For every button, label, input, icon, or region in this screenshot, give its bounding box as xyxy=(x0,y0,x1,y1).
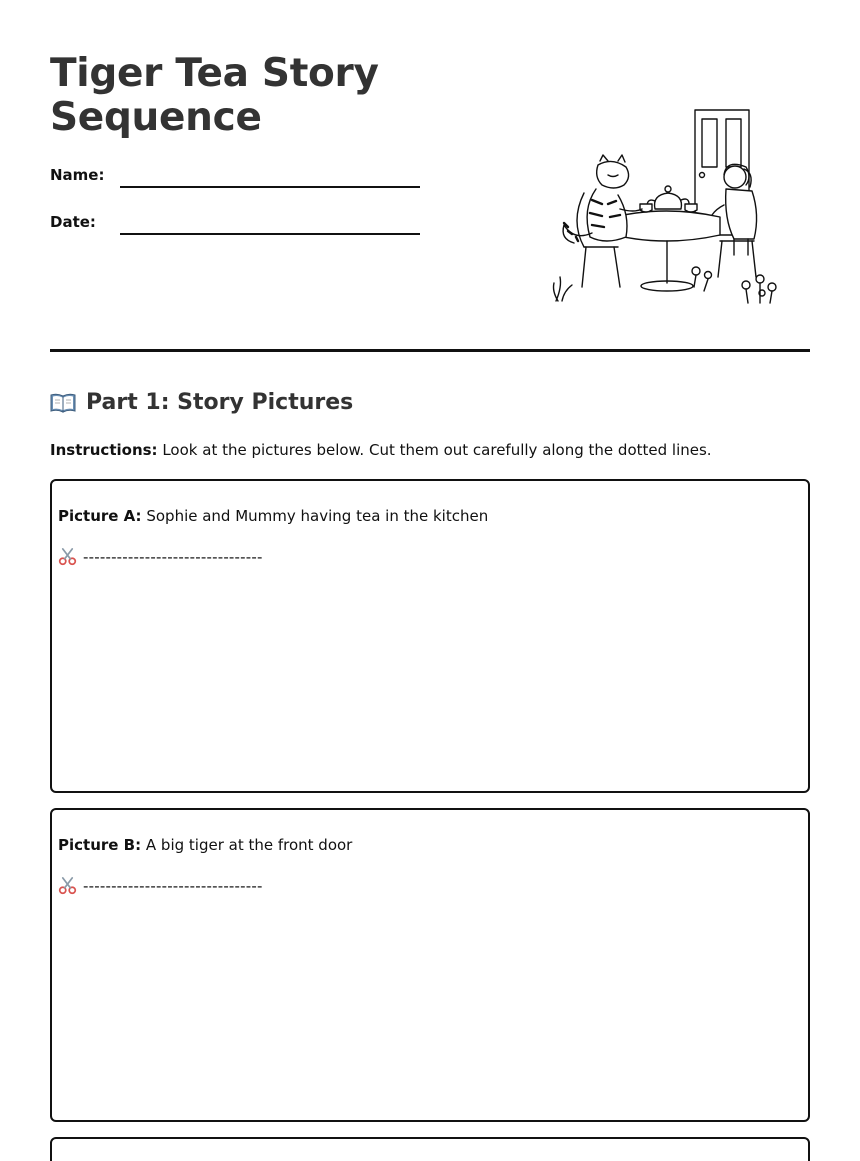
scissors-icon xyxy=(58,547,77,566)
date-field[interactable] xyxy=(50,213,420,243)
table-drawing xyxy=(614,211,720,291)
picture-description: Sophie and Mummy having tea in the kitchen xyxy=(146,507,489,525)
instructions-label: Instructions: xyxy=(50,441,158,459)
picture-caption xyxy=(58,507,488,525)
part1-heading xyxy=(50,390,353,415)
cut-line xyxy=(58,876,263,895)
picture-label: Picture B: xyxy=(58,836,142,854)
teapot-drawing xyxy=(647,186,689,209)
instructions-text: Look at the pictures below. Cut them out carefully along the dotted lines. xyxy=(162,441,712,459)
flowers-drawing xyxy=(554,267,777,303)
scissors-icon xyxy=(58,876,77,895)
stool-right-drawing xyxy=(718,241,756,277)
picture-description: A big tiger at the front door xyxy=(145,836,353,854)
header-divider xyxy=(50,349,810,352)
tea-party-illustration xyxy=(548,105,788,310)
picture-card xyxy=(50,1137,810,1161)
name-field[interactable] xyxy=(50,166,420,196)
picture-card xyxy=(50,808,810,1122)
picture-label: Picture A: xyxy=(58,507,142,525)
part1-heading-text: Part 1: Story Pictures xyxy=(86,390,354,415)
cup-left-drawing xyxy=(640,204,652,212)
worksheet-title: Tiger Tea Story Sequence xyxy=(50,51,379,140)
cup-right-drawing xyxy=(685,204,697,212)
open-book-icon xyxy=(50,392,76,414)
cut-line xyxy=(58,547,263,566)
date-write-line[interactable] xyxy=(120,233,420,235)
name-write-line[interactable] xyxy=(120,186,420,188)
name-label: Name: xyxy=(50,166,105,184)
date-label: Date: xyxy=(50,213,96,231)
dotted-cut-line: -------------------------------- xyxy=(83,547,263,566)
picture-card xyxy=(50,479,810,793)
picture-caption xyxy=(58,836,352,854)
instructions xyxy=(50,441,712,459)
dotted-cut-line: -------------------------------- xyxy=(83,876,263,895)
